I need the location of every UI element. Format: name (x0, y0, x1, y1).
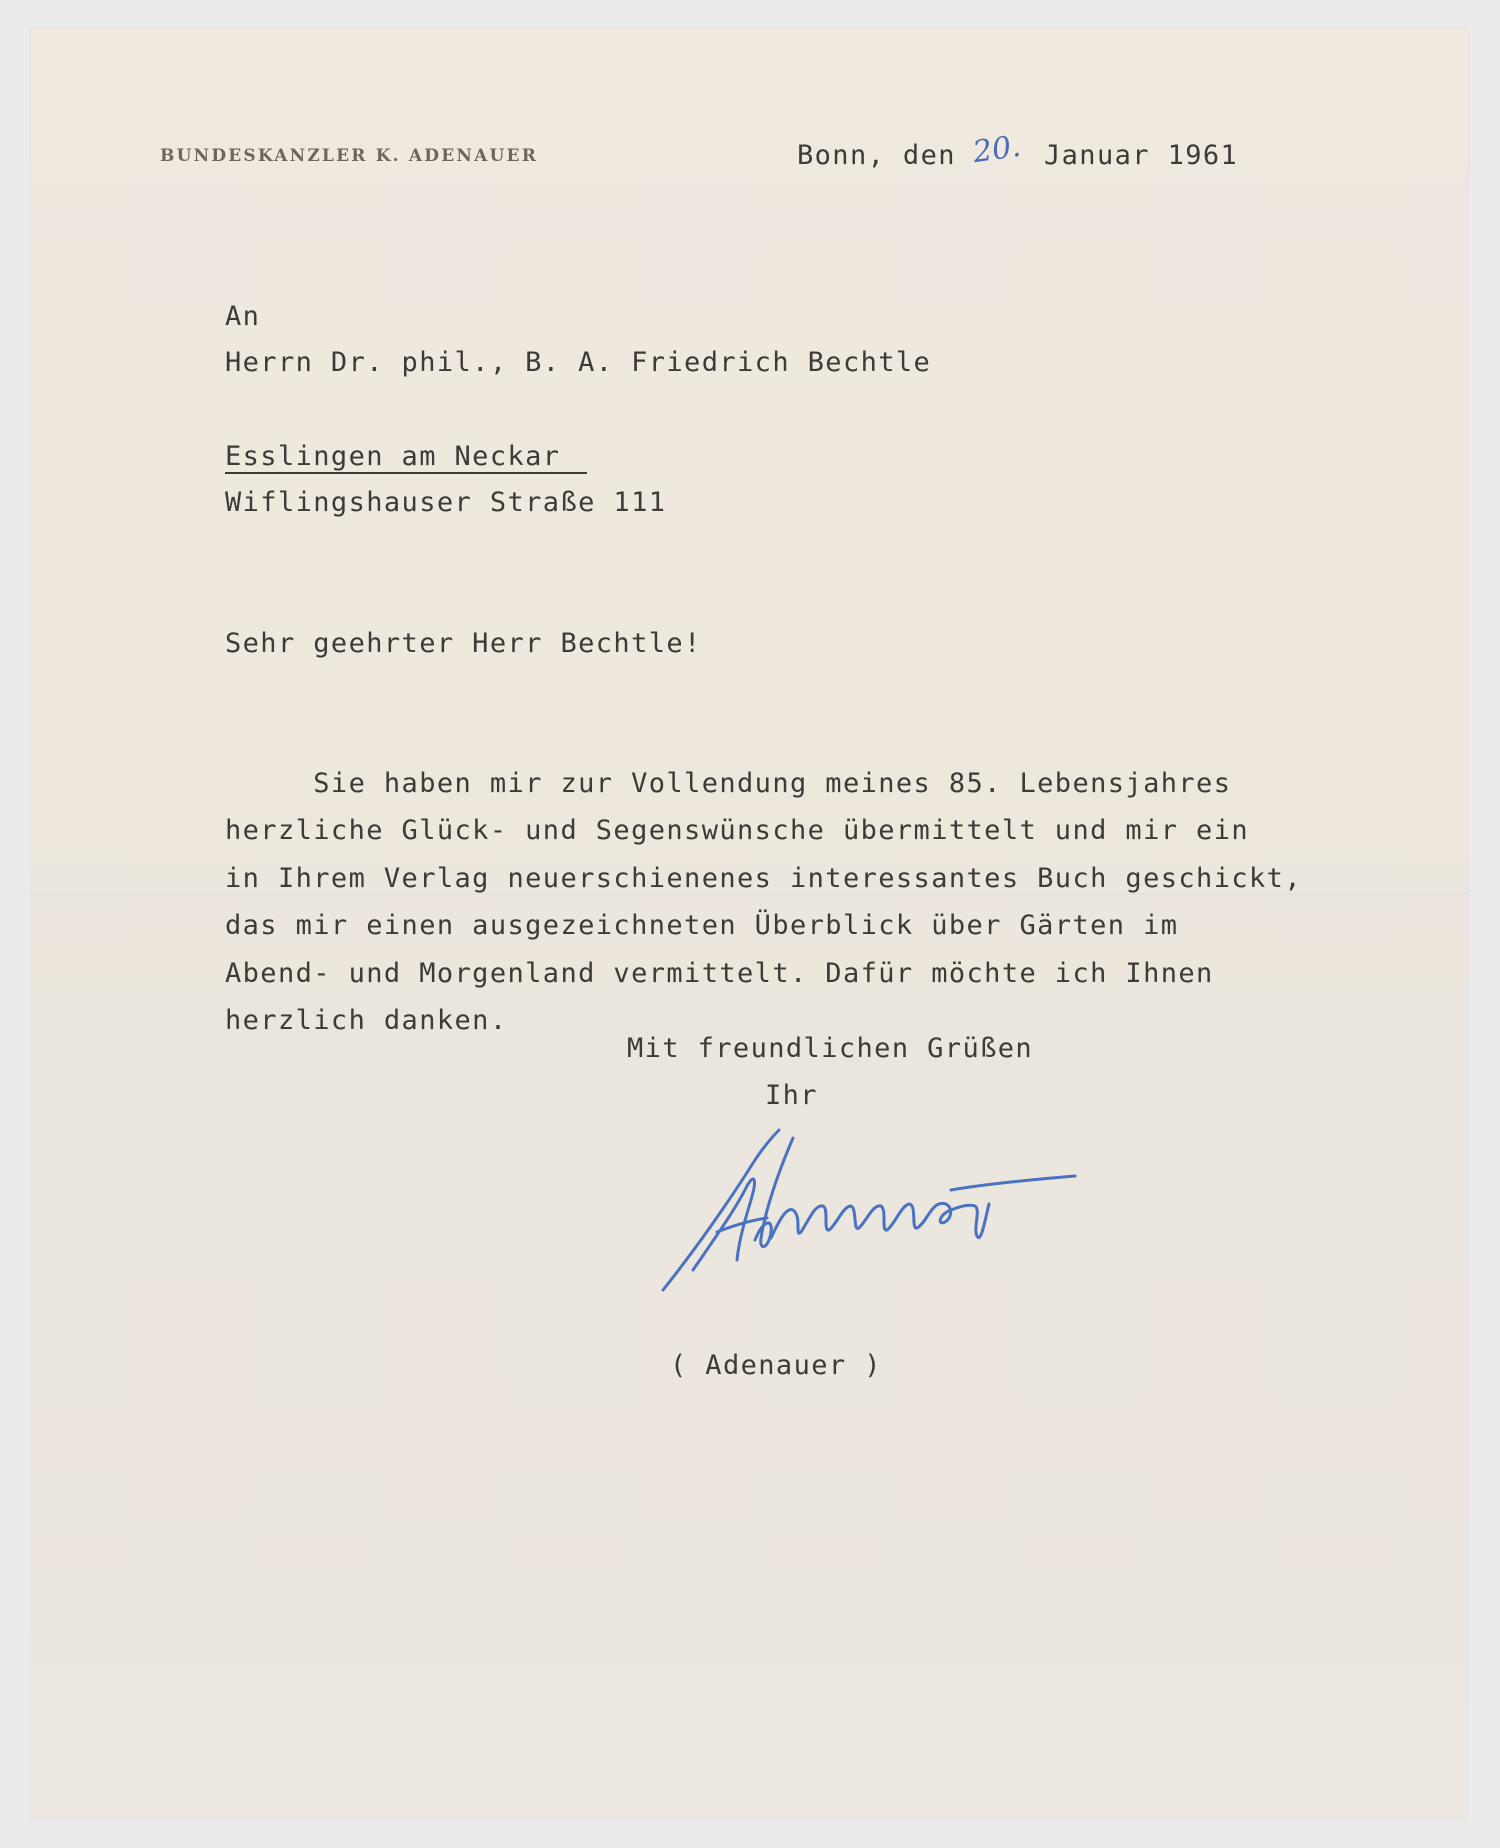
body-line: in Ihrem Verlag neuerschienenes interessantes Buch geschickt, (225, 862, 1302, 894)
closing-ihr: Ihr (765, 1080, 818, 1111)
handwritten-signature (655, 1120, 1105, 1325)
recipient-name: Herrn Dr. phil., B. A. Friedrich Bechtle (225, 347, 932, 378)
typed-name: ( Adenauer ) (670, 1350, 882, 1381)
address-prefix: An (225, 301, 261, 332)
signature-drawing (655, 1120, 1105, 1320)
body-line: Abend- und Morgenland vermittelt. Dafür möchte ich Ihnen (225, 957, 1214, 989)
handwritten-day: 20. (970, 128, 1023, 171)
recipient-street: Wiflingshauser Straße 111 (225, 487, 667, 518)
body-line: das mir einen ausgezeichneten Überblick über Gärten im (225, 910, 1179, 941)
greeting: Sehr geehrter Herr Bechtle! (225, 628, 702, 659)
body-line: Sie haben mir zur Vollendung meines 85. Lebensjahres (225, 767, 1232, 799)
letterhead: BUNDESKANZLER K. ADENAUER (160, 146, 539, 166)
city-underline (225, 472, 587, 474)
body-line: herzlich danken. (225, 1005, 508, 1036)
date-place: Bonn, den (797, 140, 956, 171)
closing-phrase: Mit freundlichen Grüßen (627, 1033, 1034, 1064)
date-month-year: Januar 1961 (1044, 140, 1239, 171)
body-line: herzliche Glück- und Segenswünsche übermittelt und mir ein (225, 815, 1250, 846)
recipient-city: Esslingen am Neckar (225, 441, 561, 472)
